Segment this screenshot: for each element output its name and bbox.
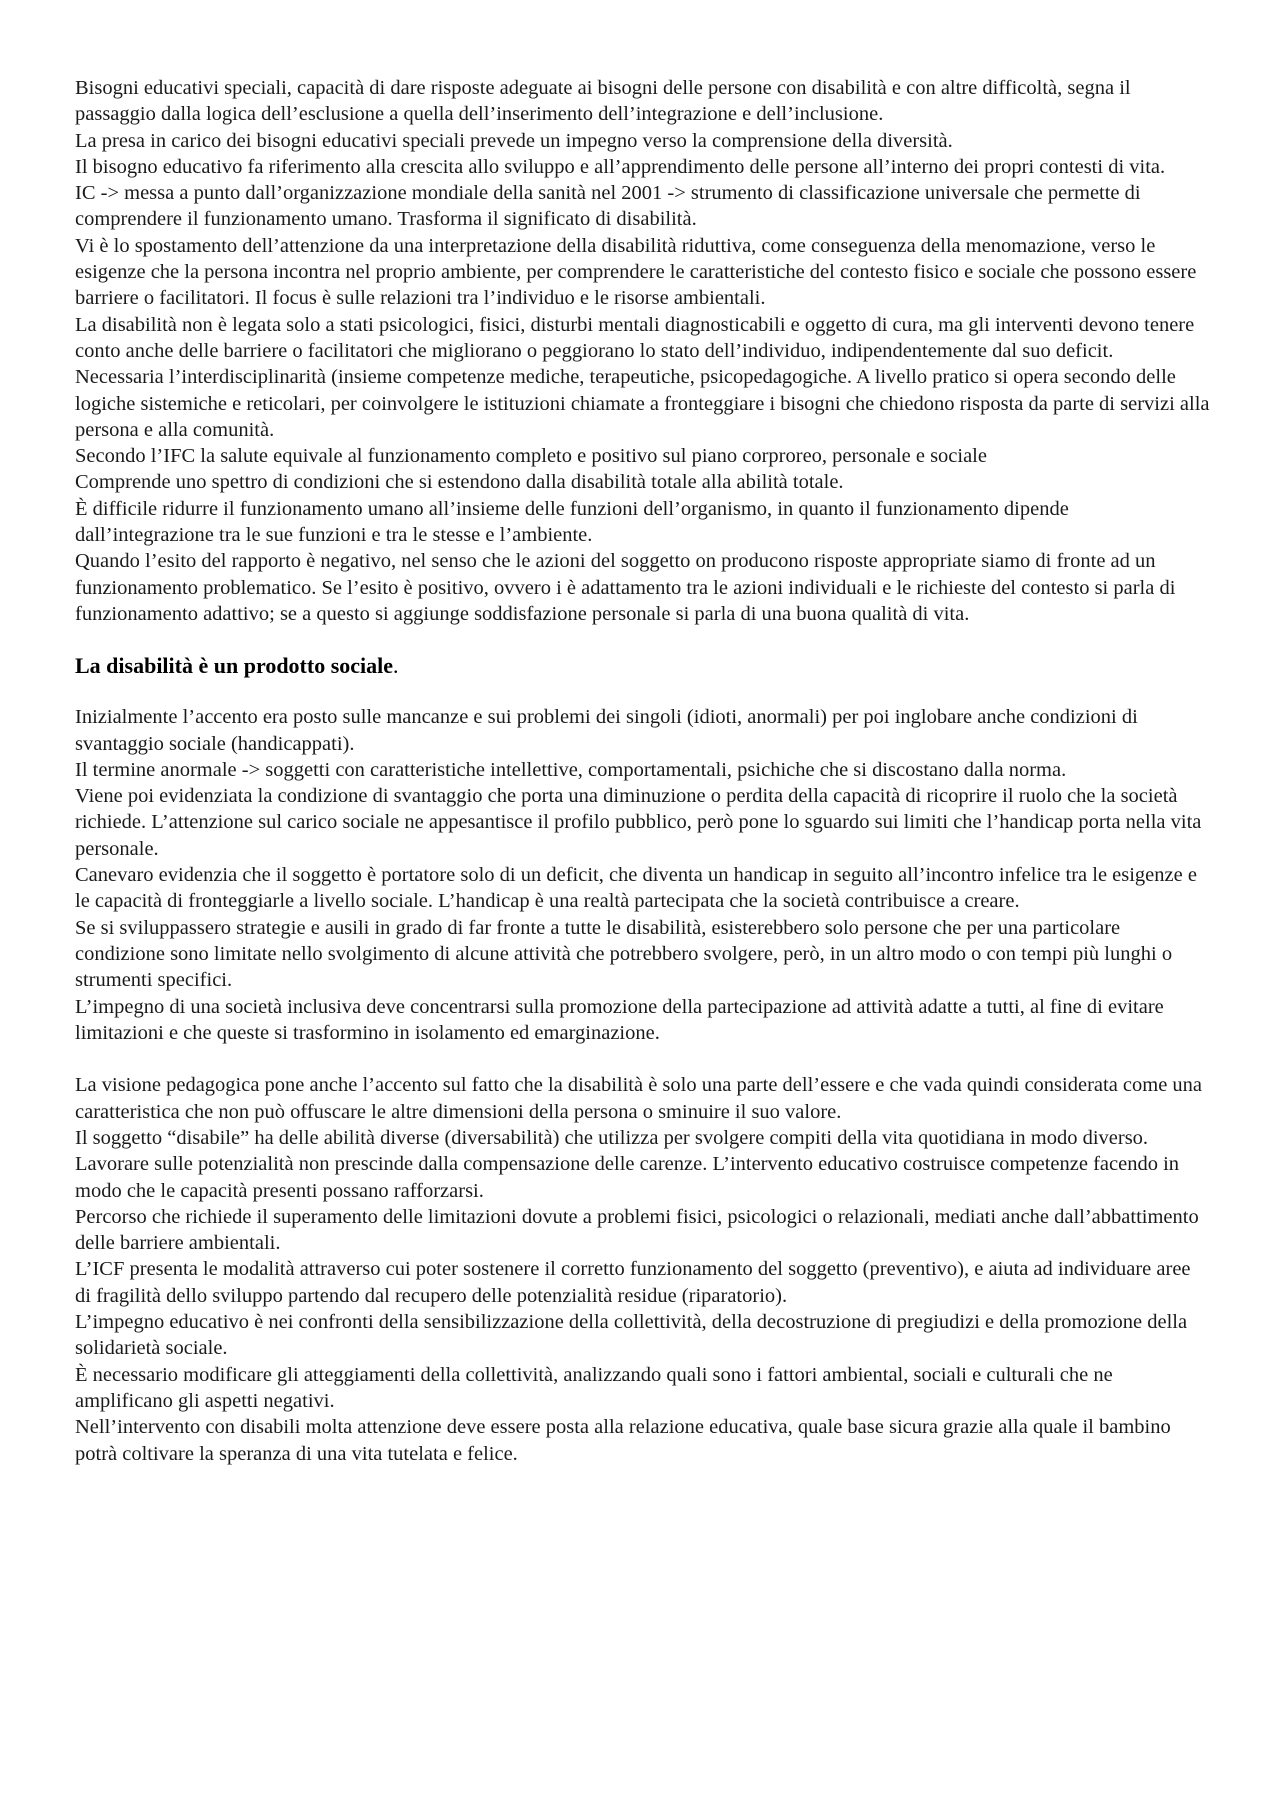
paragraph: Vi è lo spostamento dell’attenzione da una interpretazione della disabilità riduttiva, come conseguenza della menomazione, verso le esigenze che la persona incontra nel proprio ambiente, per comprendere le caratteristiche del contesto fisico e sociale che possono essere barriere o facilitatori. Il focus è sulle relazioni tra l’individuo e le risorse ambientali. (75, 234, 1197, 310)
paragraph: Il termine anormale -> soggetti con caratteristiche intellettive, comportamentali, psichiche che si discostano dalla norma. (75, 758, 1067, 781)
section-intro (75, 75, 1210, 627)
paragraph: Se si sviluppassero strategie e ausili in grado di far fronte a tutte le disabilità, esisterebbero solo persone che per una particolare condizione sono limitate nello svolgimento di alcune attività che potrebbero svolgere, però, in un altro modo o con tempi più lunghi o strumenti specifici. (75, 916, 1173, 992)
spacer (75, 679, 1210, 704)
spacer (75, 627, 1210, 653)
paragraph: La presa in carico dei bisogni educativi speciali prevede un impegno verso la comprensione della diversità. (75, 129, 953, 152)
paragraph: Viene poi evidenziata la condizione di svantaggio che porta una diminuzione o perdita della capacità di ricoprire il ruolo che la società richiede. L’attenzione sul carico sociale ne appesantisce il profilo pubblico, però pone lo sguardo sui limiti che l’handicap porta nella vita personale. (75, 785, 1202, 860)
paragraph: Lavorare sulle potenzialità non prescinde dalla compensazione delle carenze. L’intervento educativo costruisce competenze facendo in modo che le capacità presenti possano rafforzarsi. (75, 1153, 1180, 1202)
paragraph: Comprende uno spettro di condizioni che si estendono dalla disabilità totale alla abilità totale. (75, 471, 844, 494)
paragraph: Percorso che richiede il superamento delle limitazioni dovute a problemi fisici, psicologici o relazionali, mediati anche dall’abbattimento delle barriere ambientali. (75, 1205, 1199, 1255)
section-social-product (75, 704, 1210, 1046)
paragraph: Il soggetto “disabile” ha delle abilità diverse (diversabilità) che utilizza per svolgere compiti della vita quotidiana in modo diverso. (75, 1126, 1149, 1149)
paragraph: La visione pedagogica pone anche l’accento sul fatto che la disabilità è solo una parte dell’essere e che vada quindi considerata come una caratteristica che non può offuscare le altre dimensioni della persona o sminuire il suo valore. (75, 1074, 1203, 1123)
paragraph: È necessario modificare gli atteggiamenti della collettività, analizzando quali sono i fattori ambiental, sociali e culturali che ne amplificano gli aspetti negativi. (75, 1363, 1113, 1412)
paragraph: È difficile ridurre il funzionamento umano all’insieme delle funzioni dell’organismo, in quanto il funzionamento dipende dall’integrazione tra le sue funzioni e tra le stesse e l’ambiente. (75, 497, 1069, 547)
paragraph: Necessaria l’interdisciplinarità (insieme competenze mediche, terapeutiche, psicopedagogiche. A livello pratico si opera secondo delle logiche sistemiche e reticolari, per coinvolgere le istituzioni chiamate a fronteggiare i bisogni che chiedono risposta da parte di servizi alla persona e alla comunità. (75, 366, 1210, 441)
paragraph: L’impegno di una società inclusiva deve concentrarsi sulla promozione della partecipazione ad attività adatte a tutti, al fine di evitare limitazioni e che queste si trasformino in isolamento ed emarginazione. (75, 995, 1164, 1044)
section-heading (75, 653, 1210, 679)
paragraph: Quando l’esito del rapporto è negativo, nel senso che le azioni del soggetto on producono risposte appropriate siamo di fronte ad un funzionamento problematico. Se l’esito è positivo, ovvero i è adattamento tra le azioni individuali e le richieste del contesto si parla di funzionamento adattivo; se a questo si aggiunge soddisfazione personale si parla di una buona qualità di vita. (75, 550, 1176, 625)
paragraph: Secondo l’IFC la salute equivale al funzionamento completo e positivo sul piano corproreo, personale e sociale (75, 445, 987, 468)
paragraph: Inizialmente l’accento era posto sulle mancanze e sui problemi dei singoli (idioti, anormali) per poi inglobare anche condizioni di svantaggio sociale (handicappati). (75, 706, 1138, 755)
section-heading-period: . (393, 653, 399, 679)
paragraph: La disabilità non è legata solo a stati psicologici, fisici, disturbi mentali diagnosticabili e oggetto di cura, ma gli interventi devono tenere conto anche delle barriere o facilitatori che migliorano o peggiorano lo stato dell’individuo, indipendentemente dal suo deficit. (75, 313, 1195, 362)
paragraph: Bisogni educativi speciali, capacità di dare risposte adeguate ai bisogni delle persone con disabilità e con altre difficoltà, segna il passaggio dalla logica dell’esclusione a quella dell’inserimento dell’integrazione e dell’inclusione. (75, 77, 1131, 126)
paragraph: Nell’intervento con disabili molta attenzione deve essere posta alla relazione educativa, quale base sicura grazie alla quale il bambino potrà coltivare la speranza di una vita tutelata e felice. (75, 1416, 1171, 1465)
paragraph: L’impegno educativo è nei confronti della sensibilizzazione della collettività, della decostruzione di pregiudizi e della promozione della solidarietà sociale. (75, 1311, 1188, 1360)
paragraph: IC -> messa a punto dall’organizzazione mondiale della sanità nel 2001 -> strumento di classificazione universale che permette di comprendere il funzionamento umano. Trasforma il significato di disabilità. (75, 182, 1141, 231)
document-page (75, 75, 1210, 1467)
paragraph: L’ICF presenta le modalità attraverso cui poter sostenere il corretto funzionamento del soggetto (preventivo), e aiuta ad individuare aree di fragilità dello sviluppo partendo dal recupero delle potenzialità residue (riparatorio). (75, 1258, 1191, 1307)
section-heading-text: La disabilità è un prodotto sociale (75, 653, 394, 679)
paragraph: Canevaro evidenzia che il soggetto è portatore solo di un deficit, che diventa un handicap in seguito all’incontro infelice tra le esigenze e le capacità di fronteggiarle a livello sociale. L’handicap è una realtà partecipata che la società contribuisce a creare. (75, 864, 1197, 913)
paragraph: Il bisogno educativo fa riferimento alla crescita allo sviluppo e all’apprendimento delle persone all’interno dei propri contesti di vita. (75, 155, 1166, 178)
spacer (75, 1046, 1210, 1072)
section-pedagogical-vision (75, 1072, 1210, 1466)
